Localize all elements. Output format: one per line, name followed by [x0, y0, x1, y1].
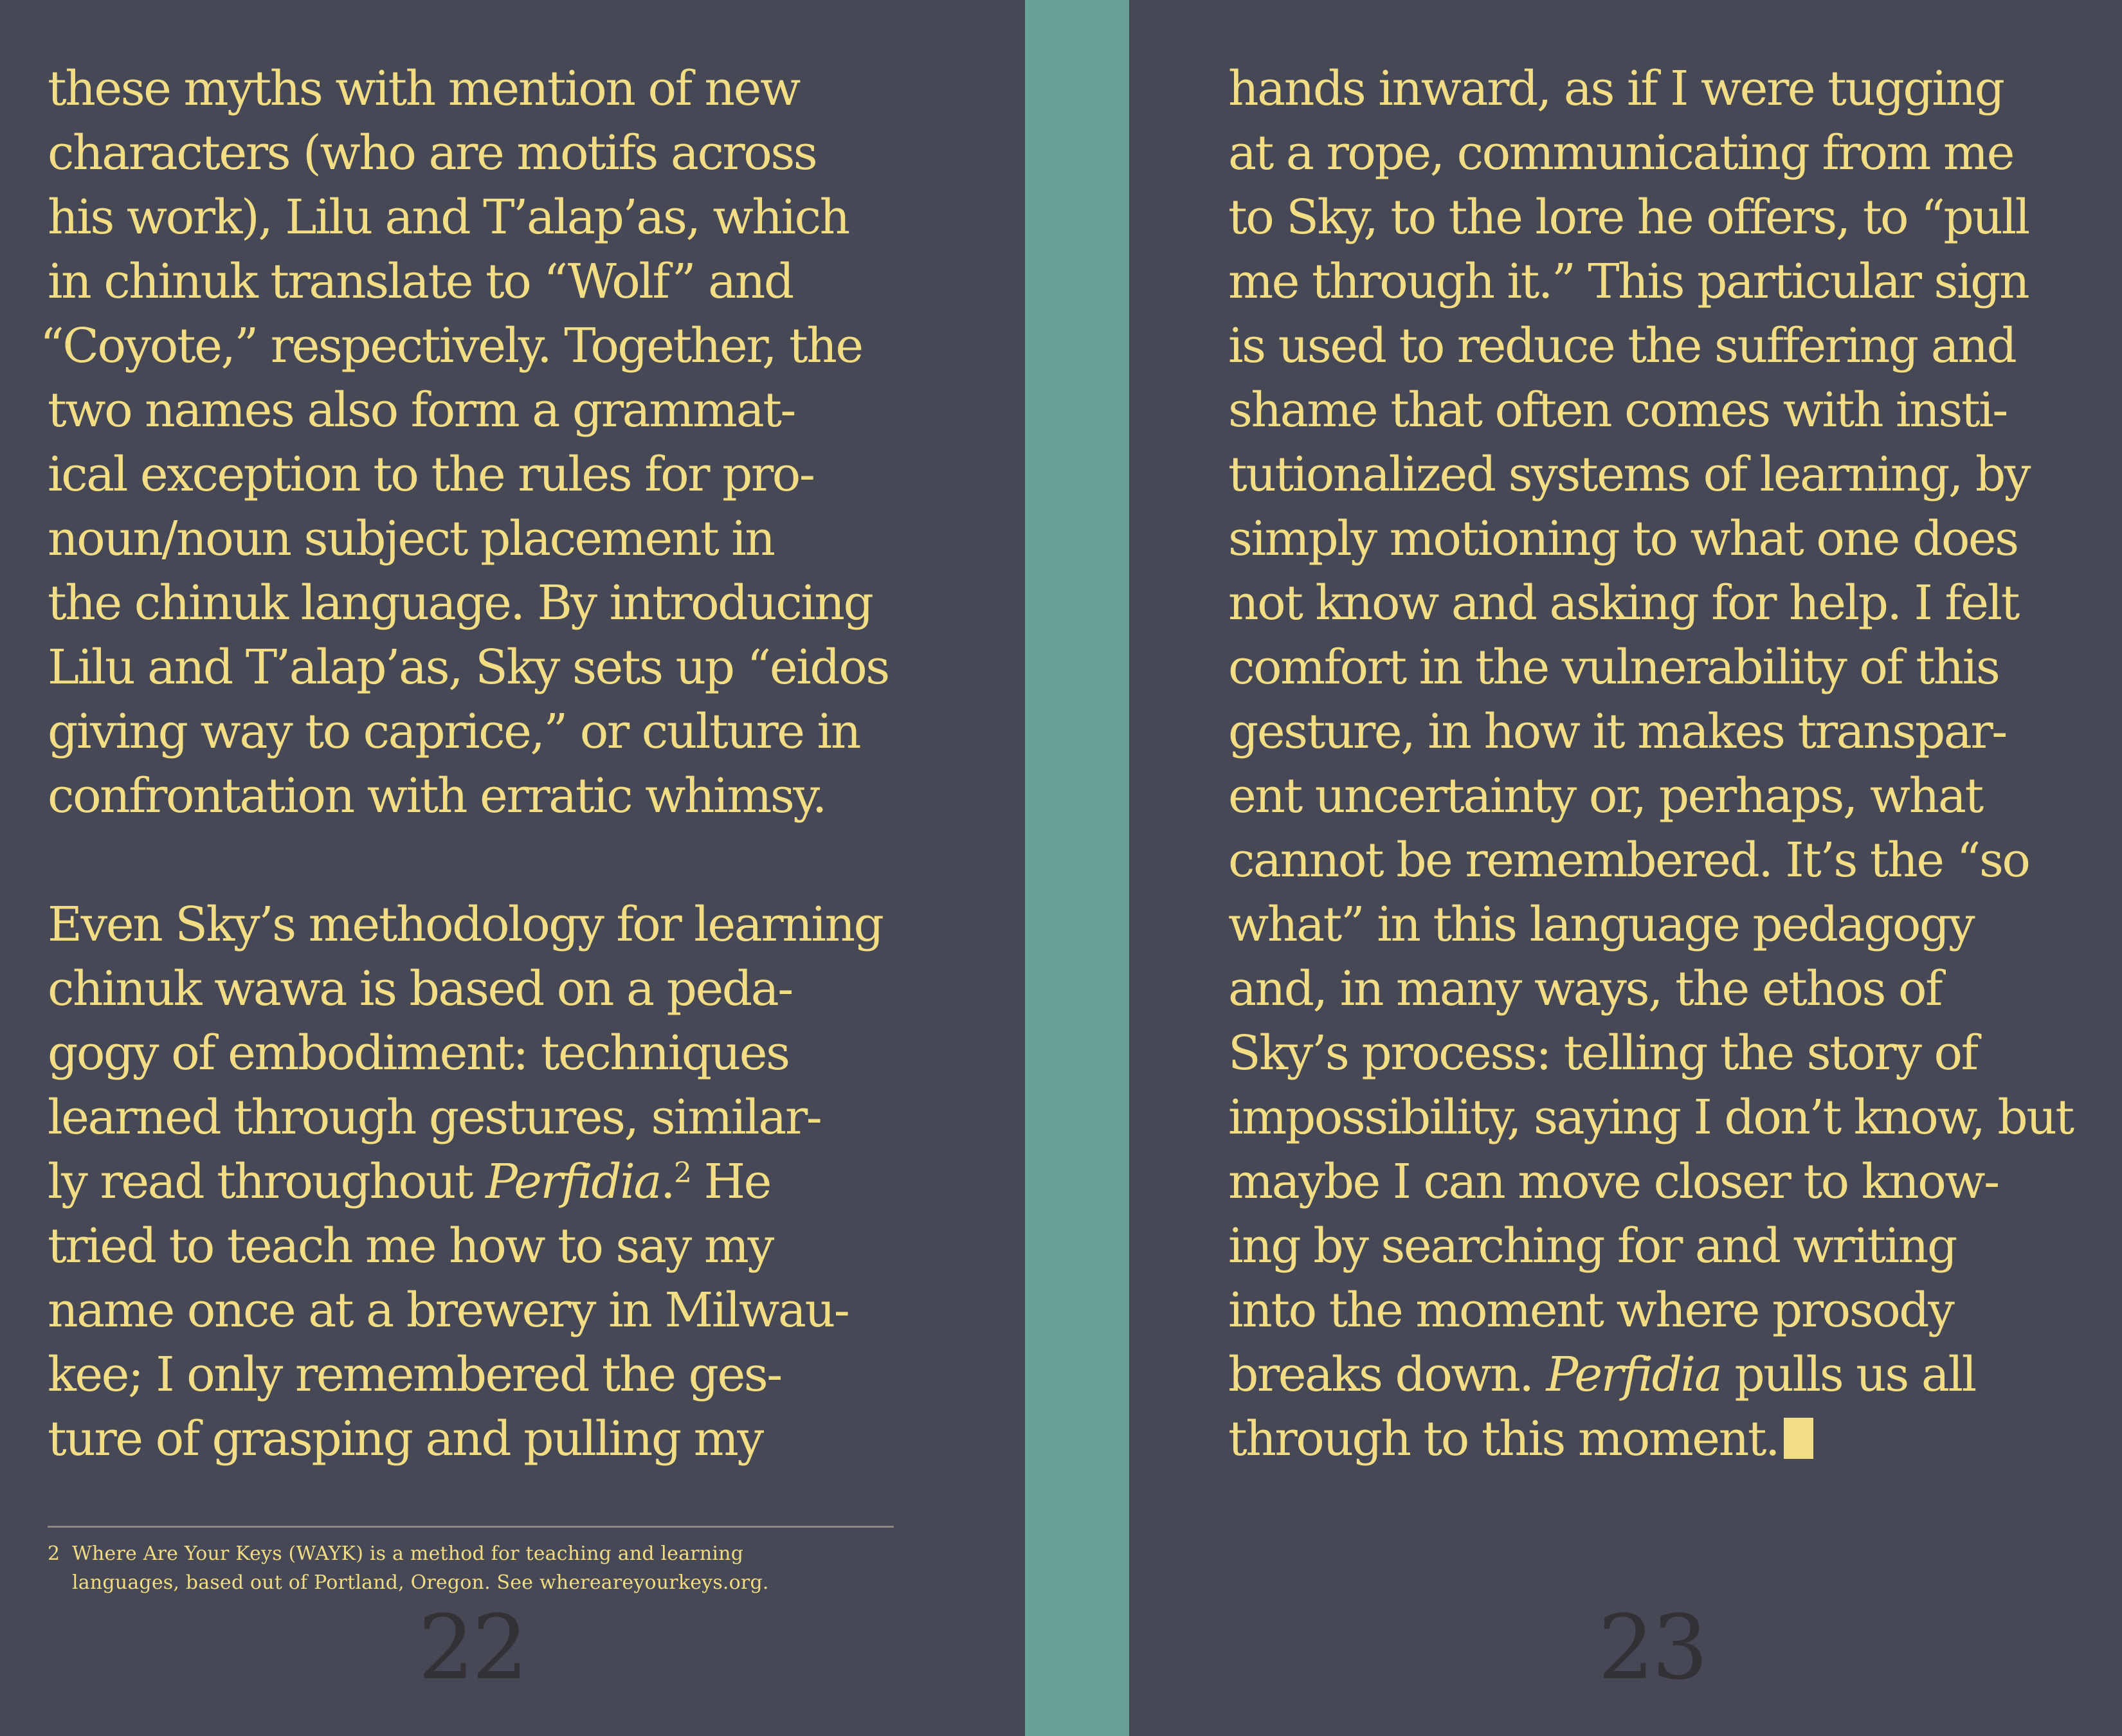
- line-text: ly read throughout: [48, 1154, 486, 1209]
- text-line: “Coyote,” respectively. Together, the: [40, 318, 862, 374]
- left-paragraph-1: [40, 57, 948, 828]
- text-line: learned through gestures, similar-: [48, 1090, 821, 1145]
- paragraph-gap: [48, 828, 948, 892]
- text-line: is used to reduce the suffering and: [1228, 318, 2016, 374]
- text-line: to Sky, to the lore he offers, to “pull: [1228, 190, 2029, 245]
- line-text: breaks down.: [1228, 1347, 1546, 1402]
- line-text: .: [660, 1154, 675, 1209]
- text-line: and, in many ways, the ethos of: [1228, 961, 1941, 1017]
- line-text: He: [690, 1154, 770, 1209]
- text-line: cannot be remembered. It’s the “so: [1228, 833, 2029, 888]
- text-line: chinuk wawa is based on a peda-: [48, 961, 792, 1017]
- text-line: these myths with mention of new: [48, 61, 799, 116]
- text-line: hands inward, as if I were tugging: [1228, 61, 2004, 116]
- text-line-with-italic: [1228, 1343, 2103, 1407]
- end-of-text-mark: [1784, 1418, 1813, 1459]
- text-line: me through it.” This particular sign: [1228, 254, 2029, 309]
- text-line: his work), Lilu and T’alap’as, which: [48, 190, 849, 245]
- text-line: name once at a brewery in Milwau-: [48, 1283, 849, 1338]
- text-line: kee; I only remembered the ges-: [48, 1347, 781, 1402]
- text-line: what” in this language pedagogy: [1228, 897, 1974, 952]
- left-paragraph-2: [48, 892, 948, 1471]
- text-line: ent uncertainty or, perhaps, what: [1228, 768, 1982, 824]
- footnote-line: [48, 1539, 903, 1568]
- text-line: characters (who are motifs across: [48, 125, 817, 181]
- text-line: not know and asking for help. I felt: [1228, 575, 2018, 631]
- footnote-number: 2: [48, 1542, 60, 1565]
- footnote-text: Where Are Your Keys (WAYK) is a method for teaching and learning: [72, 1542, 744, 1565]
- text-line: tried to teach me how to say my: [48, 1218, 773, 1274]
- text-line: maybe I can move closer to know-: [1228, 1154, 1999, 1209]
- text-line: giving way to caprice,” or culture in: [48, 704, 860, 759]
- text-line: comfort in the vulnerability of this: [1228, 640, 1999, 695]
- text-line: Sky’s process: telling the story of: [1228, 1026, 1977, 1081]
- text-line-with-footnote-ref: [48, 1150, 948, 1214]
- text-line: at a rope, communicating from me: [1228, 125, 2013, 181]
- line-text: pulls us all: [1721, 1347, 1975, 1402]
- text-line: gogy of embodiment: techniques: [48, 1026, 789, 1081]
- book-spine: [1025, 0, 1129, 1736]
- book-title-perfidia: Perfidia: [485, 1154, 661, 1209]
- text-line: ical exception to the rules for pro-: [48, 447, 814, 502]
- footnote-divider: [48, 1526, 894, 1528]
- right-page: [1228, 57, 2103, 1471]
- text-line: simply motioning to what one does: [1228, 511, 2018, 566]
- text-line: shame that often comes with insti-: [1228, 383, 2007, 438]
- book-title-perfidia: Perfidia: [1546, 1347, 1721, 1402]
- line-text: through to this moment.: [1228, 1411, 1779, 1467]
- text-line: impossibility, saying I don’t know, but: [1228, 1090, 2073, 1145]
- text-line-final: [1228, 1407, 2103, 1471]
- text-line: the chinuk language. By introducing: [48, 575, 873, 631]
- page-number-left: 22: [418, 1596, 526, 1699]
- text-line: Lilu and T’alap’as, Sky sets up “eidos: [48, 640, 889, 695]
- text-line: gesture, in how it makes transpar-: [1228, 704, 2006, 759]
- footnote-reference: 2: [674, 1157, 691, 1189]
- text-line: ture of grasping and pulling my: [48, 1411, 763, 1467]
- text-line: Even Sky’s methodology for learning: [48, 897, 883, 952]
- page-number-right: 23: [1598, 1596, 1706, 1699]
- text-line: ing by searching for and writing: [1228, 1218, 1956, 1274]
- text-line: confrontation with erratic whimsy.: [48, 768, 826, 824]
- text-line: noun/noun subject placement in: [48, 511, 774, 566]
- footnote-line: languages, based out of Portland, Oregon. See whereareyourkeys.org.: [72, 1571, 769, 1594]
- text-line: in chinuk translate to “Wolf” and: [48, 254, 793, 309]
- text-line: into the moment where prosody: [1228, 1283, 1954, 1338]
- text-line: tutionalized systems of learning, by: [1228, 447, 2030, 502]
- left-page: [40, 57, 948, 1471]
- footnote: [48, 1539, 903, 1597]
- text-line: two names also form a grammat-: [48, 383, 795, 438]
